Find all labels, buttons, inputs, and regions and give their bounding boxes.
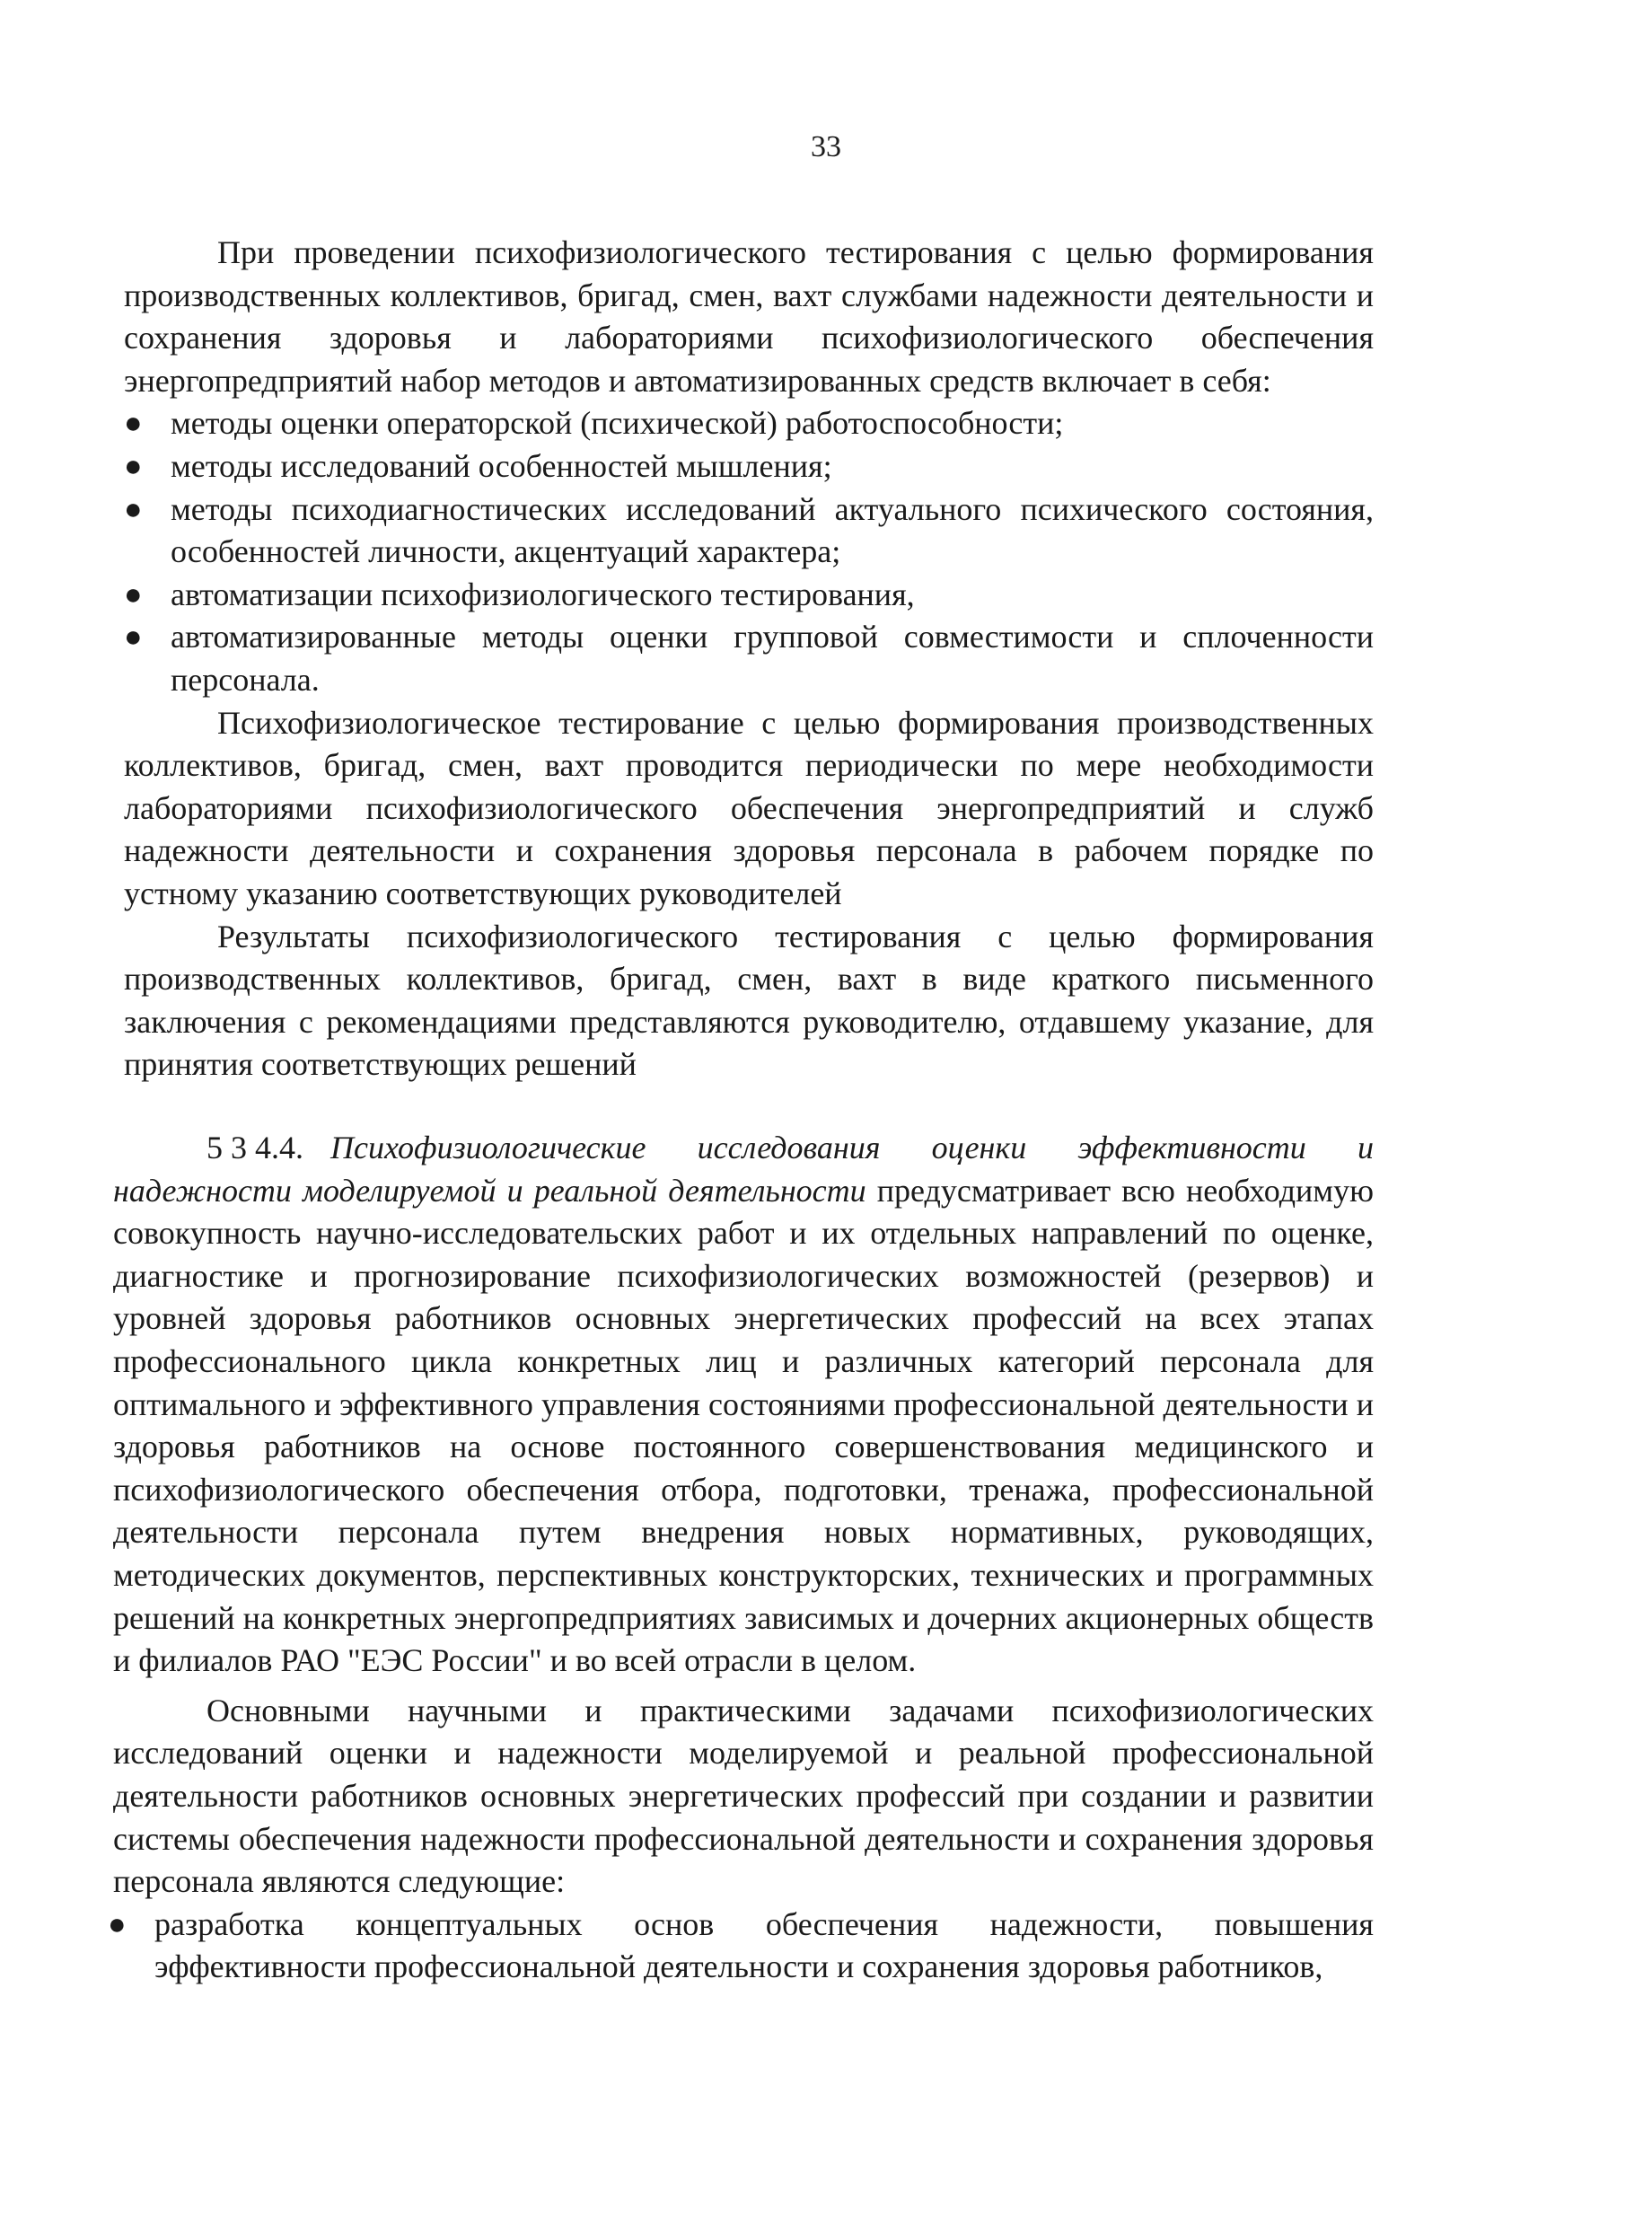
methods-list [124, 402, 1374, 701]
text-block-1 [124, 232, 1374, 1086]
list-item: ● методы исследований особенностей мышления; [124, 445, 1374, 488]
list-item: ● методы психодиагностических исследований актуального психического состояния, особенностей личности, акцентуаций характера; [124, 488, 1374, 574]
paragraph-testing: Психофизиологическое тестирование с целью формирования производственных коллективов, бригад, смен, вахт проводится периодически по мере необходимости лабораториями психофизиологического обеспечения энергопредприятий и служб надежности деятельности и сохранения здоровья персонала в рабочем порядке по устному указанию соответствующих руководителей [124, 704, 1374, 911]
list-item: ● разработка концептуальных основ обеспечения надежности, повышения эффективности профессиональной деятельности и сохранения здоровья работников, [108, 1904, 1374, 1989]
bullet-icon: ● [124, 577, 143, 611]
section-title: Психофизиологические исследования оценки эффективности и надежности моделируемой и реальной деятельности [113, 1130, 1374, 1209]
section-number: 5 3 4.4. [206, 1130, 303, 1165]
paragraph-results: Результаты психофизиологического тестирования с целью формирования производственных коллективов, бригад, смен, вахт в виде краткого письменного заключения с рекомендациями представляются руководителю, отдавшему указание, для принятия соответствующих решений [124, 918, 1374, 1083]
page-number: 33 [811, 130, 841, 163]
paragraph-tasks: Основными научными и практическими задачами психофизиологических исследований оценки и надежности моделируемой и реальной профессиональной деятельности работников основных энергетических профессий при создании и развитии системы обеспечения надежности профессиональной деятельности и сохранения здоровья персонала являются следующие: [113, 1692, 1374, 1900]
text-block-2 [108, 1127, 1374, 1989]
bullet-icon: ● [124, 407, 143, 441]
tasks-list [108, 1904, 1374, 1989]
bullet-icon: ● [108, 1907, 127, 1941]
bullet-icon: ● [124, 449, 143, 483]
bullet-icon: ● [124, 492, 143, 526]
section-text: предусматривает всю необходимую совокупность научно-исследовательских работ и их отдельных направлений по оценке, диагностике и прогнозирование психофизиологических возможностей (резервов) и уровней здоровья работников основных энергетических профессий на всех этапах профессионального цикла конкретных лиц и различных категорий персонала для оптимального и эффективного управления состояниями профессиональной деятельности и здоровья работников на основе постоянного совершенствования медицинского и психофизиологического обеспечения отбора, подготовки, тренажа, профессиональной деятельности персонала путем внедрения новых нормативных, руководящих, методических документов, перспективных конструкторских, технических и программных решений на конкретных энергопредприятиях зависимых и дочерних акционерных обществ и филиалов РАО "ЕЭС России" и во всей отрасли в целом. [113, 1172, 1374, 1679]
paragraph-section-5344 [113, 1127, 1374, 1683]
list-item: ● автоматизированные методы оценки групповой совместимости и сплоченности персонала. [124, 616, 1374, 701]
paragraph-intro: При проведении психофизиологического тестирования с целью формирования производственных коллективов, бригад, смен, вахт службами надежности деятельности и сохранения здоровья и лабораториями психофизиологического обеспечения энергопредприятий набор методов и автоматизированных средств включает в себя: [124, 234, 1374, 399]
list-item: ● методы оценки операторской (психической) работоспособности; [124, 402, 1374, 445]
list-item: ● автоматизации психофизиологического тестирования, [124, 574, 1374, 617]
bullet-icon: ● [124, 620, 143, 655]
